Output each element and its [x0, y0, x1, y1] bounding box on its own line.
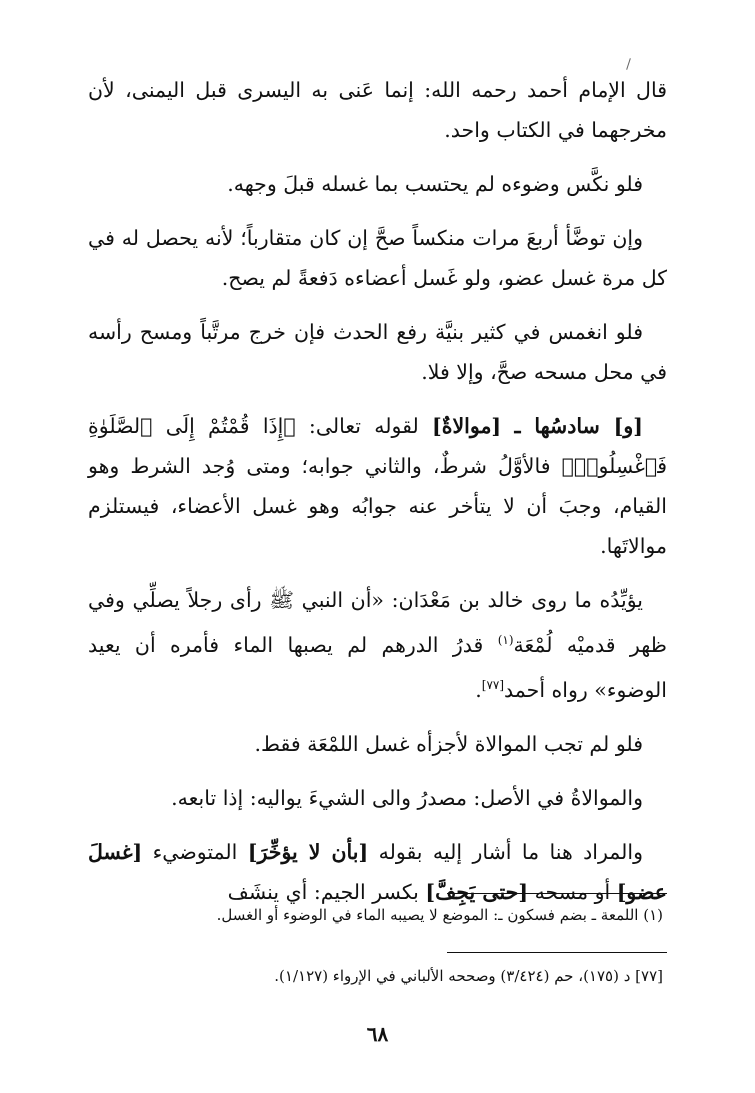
margin-mark: [626, 58, 631, 70]
page-body: [88, 70, 667, 926]
final-text-2: المتوضيء: [142, 839, 248, 864]
muwalat-paragraph: [88, 406, 667, 566]
footnote-1: (١) اللمعة ـ بضم فسكون ـ: الموضع لا يصيبه الماء في الوضوء أو الغسل.: [216, 906, 663, 924]
final-bold-1: [بأن لا يؤخِّرَ]: [247, 839, 369, 864]
hadith-text: يؤيِّدُه ما روى خالد بن مَعْدَان: «أن النبي ﷺ رأى رجلاً يصلِّي وفي ظهر قدميْه لُمْعَة: [88, 588, 668, 657]
final-bold-2: [غسلَ عضو]: [88, 839, 667, 904]
paragraph-3: وإن توضَّأ أربعَ مرات منكساً صحَّ إن كان متقارباً؛ لأنه يحصل له في كل مرة غسل عضو، ولو غَسل أعضاءه دَفعةً لم يصح.: [88, 226, 667, 290]
muwalat-intro: [و] سادسُها ـ: [514, 414, 643, 438]
footnote-ref[interactable]: (١): [497, 633, 514, 647]
takhrij-77: [٧٧] د (١٧٥)، حم (٣/٤٢٤) وصححه الألباني في الإرواء (١/١٢٧).: [274, 967, 663, 985]
hadith-text-after: قدرُ الدرهم لم يصبها الماء فأمره أن يعيد الوضوء» رواه أحمد: [88, 632, 667, 702]
final-text-4: بكسر الجيم: أي ينشَف: [227, 879, 426, 904]
paragraph-1: قال الإمام أحمد رحمه الله: إنما عَنى به اليسرى قبل اليمنى، لأن مخرجهما في الكتاب واحد.: [88, 78, 667, 142]
final-text-1: والمراد هنا ما أشار إليه بقوله: [368, 839, 643, 864]
paragraph-2: فلو نكَّس وضوءه لم يحتسب بما غسله قبلَ وجهه.: [227, 172, 643, 196]
footnote-separator: [447, 893, 667, 894]
takhrij-separator: [447, 952, 667, 953]
final-bold-3: [حتى يَجِفَّ]: [425, 879, 529, 904]
muwalat-text: لقوله تعالى: ﴿إِذَا قُمْتُمْ إِلَى ٱلصَّلَوٰةِ فَٱغْسِلُوا۟﴾ فالأوَّلُ شرطٌ، والثاني جوابه؛ ومتى وُجد الشرط وهو القيام، وجبَ أن لا يتأخر عنه جوابُه وهو غسل الأعضاء، فيستلزم موالاتَها.: [88, 414, 667, 558]
hadith-paragraph: يؤيِّدُه ما روى خالد بن مَعْدَان: «أن النبي ﷺ رأى رجلاً يصلِّي وفي ظهر قدميْه لُمْعَة$^{(١)}$ قدرُ الدرهم لم يصبها الماء فأمره أن يعيد الوضوء» رواه أحمد[٧٧].: [88, 588, 668, 702]
page-number: ٦٨: [366, 1022, 389, 1046]
paragraph-4: فلو انغمس في كثير بنيَّة رفع الحدث فإن خرج مرتَّباً ومسح رأسه في محل مسحه صحَّ، وإلا فلا.: [88, 320, 667, 384]
muwalat-term: [موالاةٌ]: [432, 414, 502, 438]
final-paragraph: [88, 832, 667, 912]
takhrij-ref[interactable]: [٧٧]: [481, 677, 505, 692]
final-text-3: أو مسحه: [528, 879, 617, 904]
paragraph-5: فلو لم تجب الموالاة لأجزأه غسل اللمْعَة فقط.: [254, 731, 643, 756]
paragraph-6: والموالاةُ في الأصل: مصدرُ والى الشيءَ يواليه: إذا تابعه.: [171, 785, 643, 810]
